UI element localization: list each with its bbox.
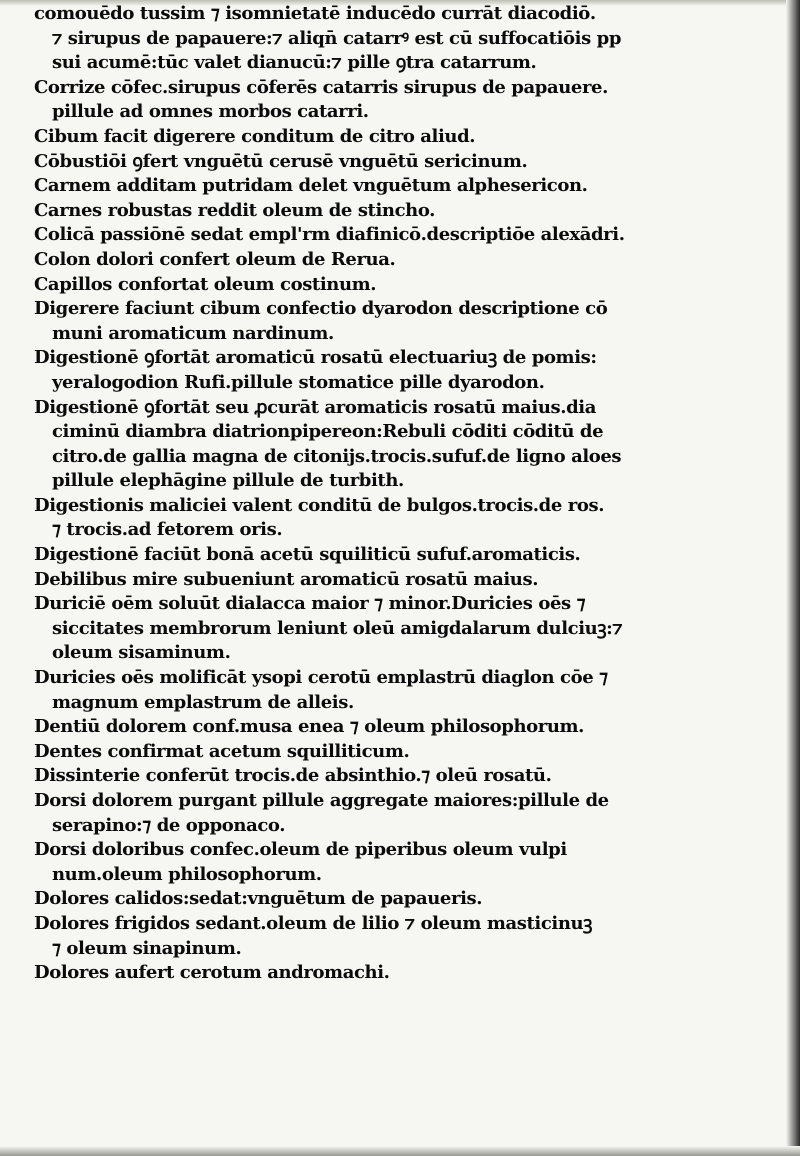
text-entry bbox=[34, 543, 774, 568]
entry-continuation-line: ⁊ trocis.ad fetorem oris. bbox=[52, 519, 283, 541]
entry-first-line: Dissinterie conferūt trocis.de absinthio.⁊ oleū rosatū. bbox=[34, 765, 552, 787]
page-bottom-shadow bbox=[0, 1146, 800, 1156]
entry-first-line: Dentiū dolorem conf.musa enea ⁊ oleum philosophorum. bbox=[34, 716, 585, 738]
entry-first-line: Dentes confirmat acetum squilliticum. bbox=[34, 740, 410, 762]
text-entry bbox=[34, 838, 774, 887]
text-entry bbox=[34, 715, 774, 740]
entry-continuation-line: ⁊ oleum sinapinum. bbox=[52, 937, 242, 959]
text-entry bbox=[34, 666, 774, 715]
entry-continuation-line: siccitates membrorum leniunt oleū amigdalarum dulciuꝫ:⁊ bbox=[52, 617, 623, 639]
entry-first-line: Colon dolori confert oleum de Rerua. bbox=[34, 248, 396, 270]
text-entry bbox=[34, 223, 774, 248]
text-entry bbox=[34, 76, 774, 125]
text-entry bbox=[34, 568, 774, 593]
entry-first-line: Digestionē ꝯfortāt aromaticū rosatū electuariuꝫ de pomis: bbox=[34, 347, 597, 369]
entry-first-line: Debilibus mire subueniunt aromaticū rosatū maius. bbox=[34, 568, 539, 590]
text-entry bbox=[34, 494, 774, 543]
text-entry bbox=[34, 248, 774, 273]
entry-first-line: Digestionis maliciei valent conditū de bulgos.trocis.de ros. bbox=[34, 494, 605, 516]
text-entry bbox=[34, 592, 774, 666]
entry-first-line: Digestionē ꝯfortāt seu ꝓcurāt aromaticis rosatū maius.dia bbox=[34, 396, 596, 418]
entry-continuation-line: ⁊ sirupus de papauere:⁊ aliqn̄ catarrꝰ est cū suffocatiōis pp bbox=[52, 27, 622, 49]
entry-continuation-line: sui acumē:tūc valet dianucū:⁊ pille ꝯtra catarrum. bbox=[52, 52, 537, 74]
text-entry bbox=[34, 273, 774, 298]
incunable-text-block bbox=[34, 2, 774, 986]
entry-first-line: Digerere faciunt cibum confectio dyarodon descriptione cō bbox=[34, 298, 608, 320]
entry-first-line: Carnem additam putridam delet vnguētum alphesericon. bbox=[34, 175, 588, 197]
entry-continuation-line: citro.de gallia magna de citonijs.trocis.sufuf.de ligno aloes bbox=[52, 445, 622, 467]
entry-continuation-line: ciminū diambra diatrionpipereon:Rebuli cōditi cōditū de bbox=[52, 421, 604, 443]
entry-first-line: Carnes robustas reddit oleum de stincho. bbox=[34, 199, 435, 221]
text-entry bbox=[34, 912, 774, 961]
entry-continuation-line: muni aromaticum nardinum. bbox=[52, 322, 334, 344]
entry-first-line: Capillos confortat oleum costinum. bbox=[34, 273, 377, 295]
text-entry bbox=[34, 396, 774, 494]
entry-continuation-line: pillule elephāgine pillule de turbith. bbox=[52, 470, 404, 492]
entry-first-line: Cibum facit digerere conditum de citro aliud. bbox=[34, 125, 476, 147]
text-entry bbox=[34, 740, 774, 765]
text-entry bbox=[34, 346, 774, 395]
entry-first-line: Duriciē oēm soluūt dialacca maior ⁊ minor.Duricies oēs ⁊ bbox=[34, 593, 586, 615]
entry-first-line: Dolores calidos:sedat:vnguētum de papaueris. bbox=[34, 888, 483, 910]
entry-first-line: Dorsi doloribus confec.oleum de piperibus oleum vulpi bbox=[34, 839, 567, 861]
entry-continuation-line: yeralogodion Rufi.pillule stomatice pille dyarodon. bbox=[52, 371, 545, 393]
text-entry bbox=[34, 150, 774, 175]
text-entry bbox=[34, 174, 774, 199]
page-right-shadow bbox=[786, 0, 800, 1156]
entry-continuation-line: num.oleum philosophorum. bbox=[52, 863, 322, 885]
entry-continuation-line: pillule ad omnes morbos catarri. bbox=[52, 101, 369, 123]
entry-first-line: Dorsi dolorem purgant pillule aggregate maiores:pillule de bbox=[34, 790, 609, 811]
text-entry bbox=[34, 887, 774, 912]
entry-first-line: Duricies oēs molificāt ysopi cerotū emplastrū diaglon cōe ⁊ bbox=[34, 667, 608, 689]
text-entry bbox=[34, 961, 774, 986]
entry-first-line: Cōbustiōi ꝯfert vnguētū cerusē vnguētū sericinum. bbox=[34, 150, 528, 172]
text-entry bbox=[34, 199, 774, 224]
text-entry bbox=[34, 2, 774, 76]
entry-first-line: Dolores aufert cerotum andromachi. bbox=[34, 962, 390, 984]
text-entry bbox=[34, 297, 774, 346]
entry-continuation-line: magnum emplastrum de alleis. bbox=[52, 691, 354, 713]
text-entry bbox=[34, 764, 774, 789]
text-entry bbox=[34, 125, 774, 150]
entry-first-line: Colicā passiōnē sedat empl'rm diafinicō.descriptiōe alexādri. bbox=[34, 224, 625, 246]
entry-continuation-line: oleum sisaminum. bbox=[52, 642, 231, 664]
entry-first-line: Corrize cōfec.sirupus cōferēs catarris sirupus de papauere. bbox=[34, 76, 608, 98]
entry-continuation-line: serapino:⁊ de opponaco. bbox=[52, 814, 286, 836]
text-entry bbox=[34, 789, 774, 838]
entry-first-line: comouēdo tussim ⁊ isomnietatē inducēdo currāt diacodiō. bbox=[34, 3, 596, 24]
entry-first-line: Digestionē faciūt bonā acetū squiliticū sufuf.aromaticis. bbox=[34, 544, 581, 566]
entry-first-line: Dolores frigidos sedant.oleum de lilio ⁊ oleum masticinuꝫ bbox=[34, 912, 593, 934]
